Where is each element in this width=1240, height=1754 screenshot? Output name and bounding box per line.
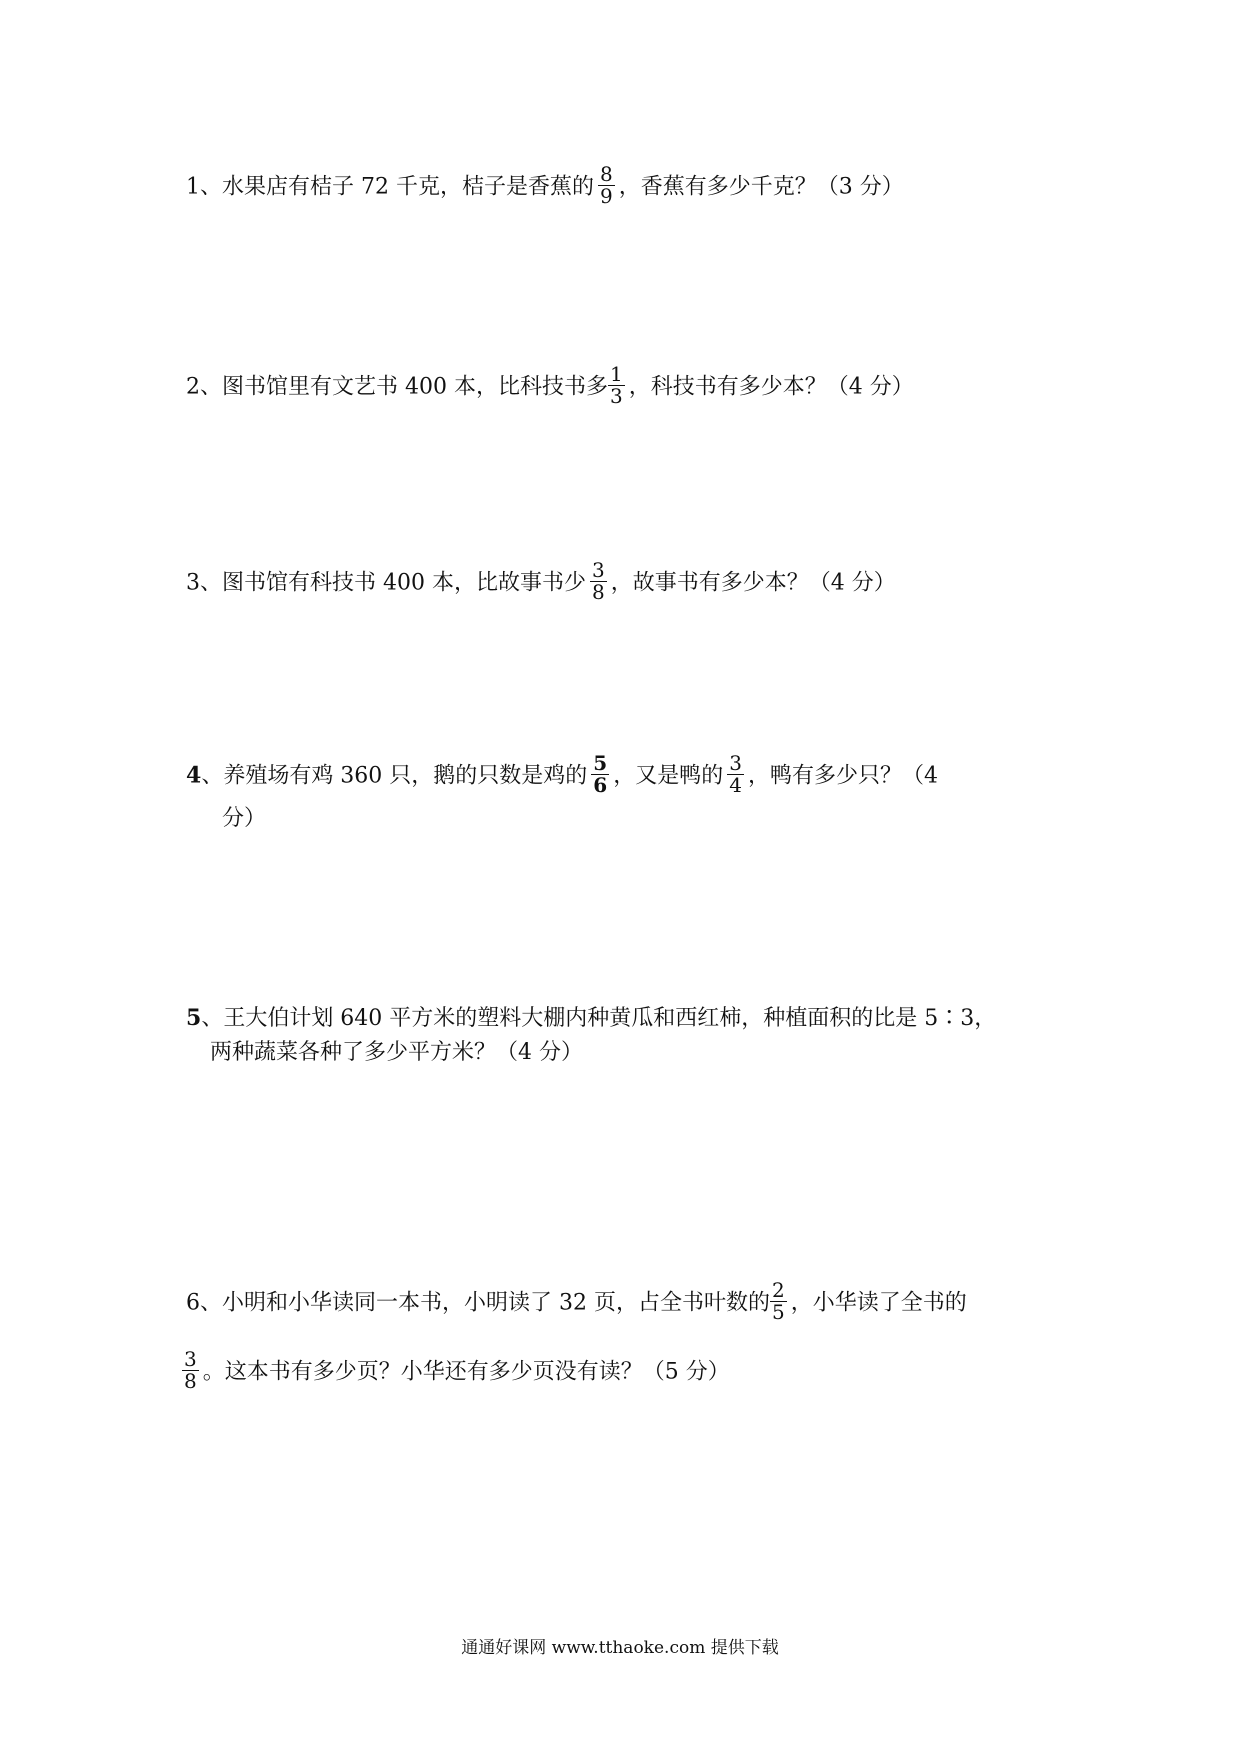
fraction	[770, 1280, 787, 1323]
fraction	[608, 364, 625, 407]
fraction-denominator: 3	[609, 384, 623, 408]
question-text: 、图书馆里有文艺书 400 本，比科技书多	[200, 374, 608, 400]
fraction-numerator: 8	[599, 162, 613, 186]
fraction-numerator: 2	[771, 1278, 785, 1302]
question-text: 两种蔬菜各种了多少平方米？（4 分）	[210, 1040, 583, 1065]
fraction-denominator: 4	[729, 773, 742, 797]
footer-source: 通通好课网 www.tthaoke.com 提供下载	[461, 1638, 779, 1658]
question-text: ，小华读了全书的	[790, 1290, 967, 1316]
question-5-continuation	[210, 1038, 583, 1068]
question-text: 、水果店有桔子 72 千克，桔子是香蕉的	[200, 174, 594, 200]
fraction	[598, 164, 615, 207]
fraction	[590, 560, 607, 603]
question-text: 。这本书有多少页？小华还有多少页没有读？（5 分）	[202, 1359, 730, 1385]
question-text: ，故事书有多少本？（4 分）	[610, 570, 896, 596]
question-6	[186, 1278, 967, 1325]
fraction	[591, 753, 609, 796]
fraction-denominator: 5	[771, 1300, 785, 1324]
question-number: 2	[186, 374, 200, 400]
fraction-numerator: 3	[729, 751, 742, 775]
question-number: 4	[186, 762, 202, 789]
fraction-denominator: 8	[591, 580, 605, 604]
question-4	[186, 751, 938, 798]
fraction-denominator: 9	[599, 184, 613, 208]
question-2	[186, 362, 914, 409]
question-text: 、养殖场有鸡 360 只，鹅的只数是鸡的	[201, 763, 588, 789]
question-text: 、王大伯计划 640 平方米的塑料大棚内种黄瓜和西红柿，种植面积的比是 5∶3，	[201, 1006, 997, 1031]
question-text: 、小明和小华读同一本书，小明读了 32 页，占全书叶数的	[200, 1290, 770, 1316]
fraction-numerator: 3	[591, 558, 605, 582]
fraction	[727, 753, 744, 796]
fraction-denominator: 6	[593, 773, 608, 797]
fraction	[182, 1349, 199, 1392]
question-1	[186, 162, 904, 209]
question-3	[186, 558, 896, 605]
question-number: 1	[186, 174, 200, 200]
question-text: ，又是鸭的	[613, 763, 724, 789]
fraction-numerator: 5	[593, 751, 608, 775]
fraction-numerator: 1	[609, 362, 623, 386]
question-text: ，科技书有多少本？（4 分）	[628, 374, 914, 400]
question-text: 、图书馆有科技书 400 本，比故事书少	[200, 570, 586, 596]
question-6-continuation	[182, 1347, 730, 1394]
question-text: ，香蕉有多少千克？（3 分）	[618, 174, 904, 200]
question-number: 6	[186, 1290, 200, 1316]
question-number: 3	[186, 570, 200, 596]
question-text: 分）	[222, 806, 267, 831]
fraction-numerator: 3	[184, 1347, 197, 1371]
question-5	[186, 1003, 996, 1034]
question-4-continuation	[222, 804, 266, 834]
fraction-denominator: 8	[184, 1369, 197, 1393]
question-number: 5	[186, 1005, 202, 1031]
question-text: ，鸭有多少只？（4	[747, 763, 938, 789]
